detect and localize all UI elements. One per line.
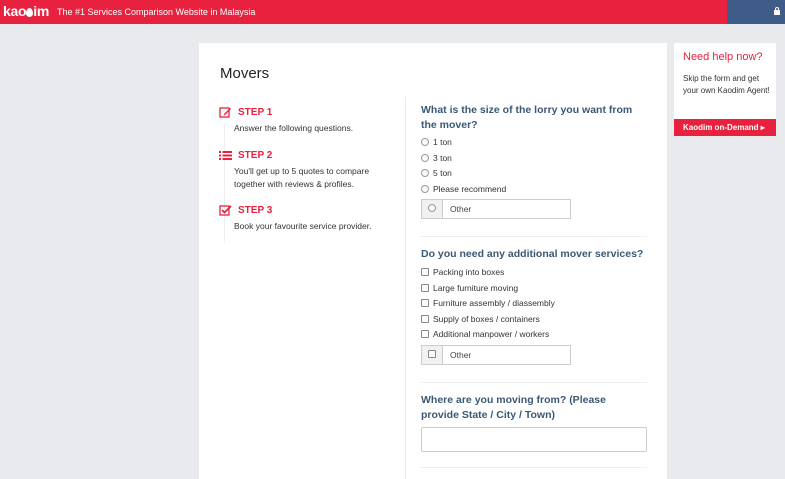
step-3-label: STEP 3 [238, 205, 273, 216]
top-bar [0, 0, 785, 24]
check-square-icon [219, 204, 232, 217]
services-other-checkbox-addon[interactable] [422, 346, 443, 364]
steps-rail [224, 123, 225, 243]
lorry-size-question: What is the size of the lorry you want from the mover? [421, 104, 633, 131]
moving-from-input[interactable] [421, 427, 647, 452]
kaodim-logo[interactable]: kao im [3, 3, 49, 19]
lorry-option-5-ton[interactable]: 5 ton [421, 168, 452, 180]
radio-button[interactable] [421, 154, 429, 162]
help-title: Need help now? [683, 51, 763, 63]
checkbox[interactable] [421, 284, 429, 292]
additional-services-question: Do you need any additional mover services? [421, 248, 644, 260]
moving-from-question: Where are you moving from? (Please provide State / City / Town) [421, 394, 606, 421]
lorry-other-radio-addon[interactable] [422, 200, 443, 218]
service-option-packing[interactable]: Packing into boxes [421, 267, 504, 279]
page-title: Movers [220, 65, 270, 82]
step-2-label: STEP 2 [238, 150, 273, 161]
checkbox[interactable] [421, 330, 429, 338]
list-icon [219, 149, 232, 162]
lorry-option-1-ton[interactable]: 1 ton [421, 137, 452, 149]
lorry-other-field[interactable] [421, 199, 571, 219]
kaodim-on-demand-button[interactable]: Kaodim on-Demand ▸ [674, 119, 776, 136]
section-separator [421, 467, 647, 468]
section-separator [421, 382, 647, 383]
services-other-placeholder[interactable]: Other [450, 350, 472, 360]
site-tagline: The #1 Services Comparison Website in Malaysia [57, 7, 256, 17]
lock-icon[interactable] [774, 7, 780, 15]
radio-button[interactable] [421, 138, 429, 146]
step-1-label: STEP 1 [238, 107, 273, 118]
request-form-card [199, 43, 667, 479]
service-option-assembly[interactable]: Furniture assembly / diassembly [421, 298, 555, 310]
pencil-square-icon [219, 106, 232, 119]
checkbox[interactable] [421, 299, 429, 307]
services-other-field[interactable] [421, 345, 571, 365]
radio-button[interactable] [421, 169, 429, 177]
step-2-description: You'll get up to 5 quotes to compare together with reviews & profiles. [234, 166, 370, 189]
section-separator [421, 236, 647, 237]
service-option-large-furniture[interactable]: Large furniture moving [421, 283, 518, 295]
step-1-description: Answer the following questions. [234, 123, 354, 133]
lorry-other-placeholder[interactable]: Other [450, 204, 472, 214]
help-text: Skip the form and get your own Kaodim Agent! [683, 74, 770, 95]
checkbox[interactable] [421, 315, 429, 323]
service-option-manpower[interactable]: Additional manpower / workers [421, 329, 549, 341]
checkbox[interactable] [421, 268, 429, 276]
lorry-option-3-ton[interactable]: 3 ton [421, 153, 452, 165]
step-3-description: Book your favourite service provider. [234, 221, 372, 231]
column-divider [405, 97, 406, 479]
lorry-option-recommend[interactable]: Please recommend [421, 184, 506, 196]
radio-button[interactable] [421, 185, 429, 193]
radio-button[interactable] [428, 204, 436, 212]
checkbox[interactable] [428, 350, 436, 358]
service-option-supply-boxes[interactable]: Supply of boxes / containers [421, 314, 540, 326]
